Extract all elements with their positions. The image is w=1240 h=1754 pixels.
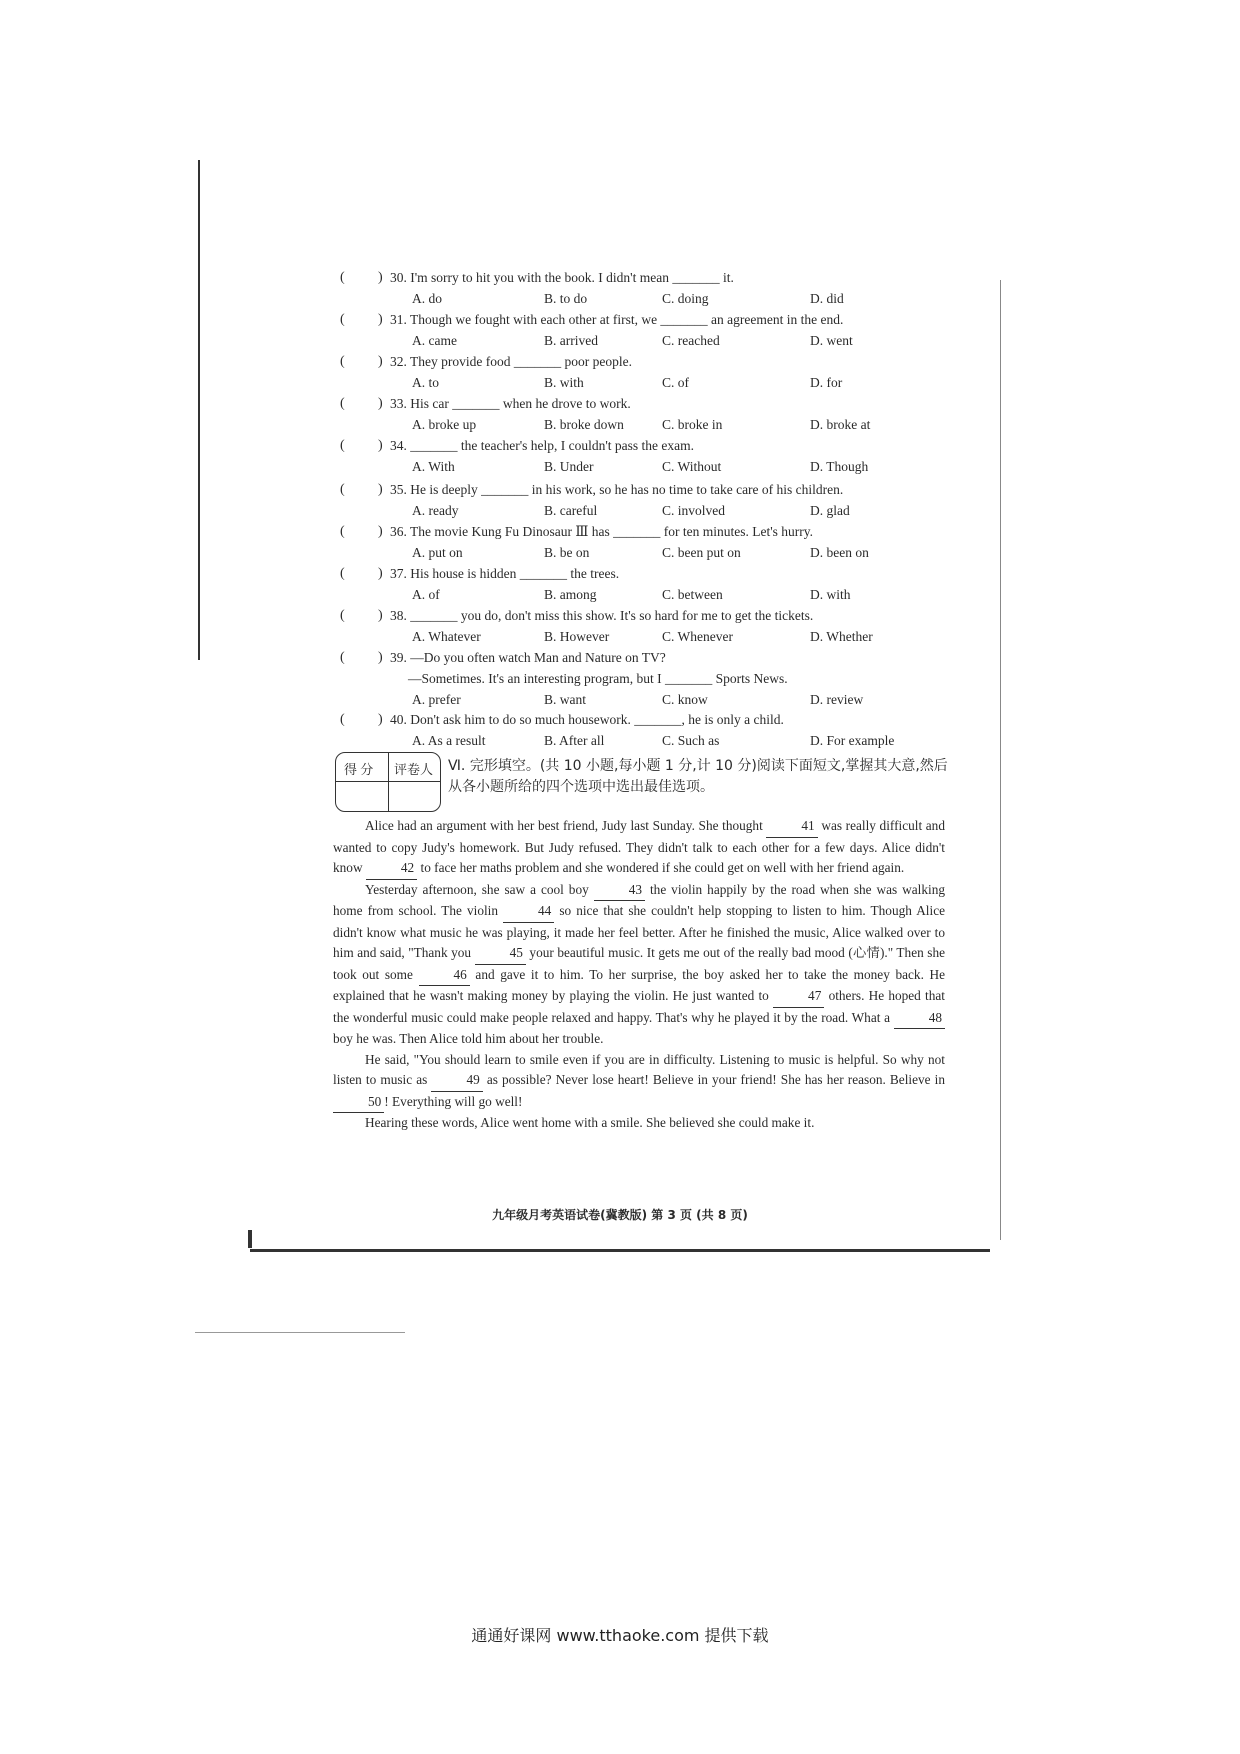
option-c: C. involved bbox=[662, 503, 725, 518]
option-b: B. careful bbox=[544, 503, 598, 518]
option-b: B. among bbox=[544, 587, 597, 602]
option-c: C. Whenever bbox=[662, 629, 733, 644]
blank-number: 48 bbox=[894, 1008, 945, 1030]
passage-paragraph: Hearing these words, Alice went home with a smile. She believed she could make it. bbox=[365, 1115, 815, 1130]
answer-paren-close: ) bbox=[378, 270, 383, 285]
option-c: C. doing bbox=[662, 291, 709, 306]
answer-paren-close: ) bbox=[378, 608, 383, 623]
blank-number: 42 bbox=[366, 858, 417, 880]
answer-paren-open: ( bbox=[340, 608, 345, 623]
option-d: D. for bbox=[810, 375, 843, 390]
blank-number: 43 bbox=[594, 880, 645, 902]
passage-text: so nice that she couldn't help stopping to listen to him. Though Alice didn't know what music he was playing, it made her feel better. After he finished the music, Alice walked over to him and said, "Thank you bbox=[333, 903, 945, 960]
option-c: C. broke in bbox=[662, 417, 723, 432]
option-a: A. put on bbox=[412, 545, 463, 560]
score-label: 得 分 bbox=[344, 762, 374, 777]
option-a: A. do bbox=[412, 291, 442, 306]
passage-text: ! Everything will go well! bbox=[384, 1093, 523, 1109]
question-stem: 35. He is deeply _______ in his work, so he has no time to take care of his children. bbox=[390, 482, 844, 497]
answer-paren-open: ( bbox=[340, 396, 345, 411]
cloze-passage bbox=[333, 816, 945, 1134]
passage-text: as possible? Never lose heart! Believe in your friend! She has her reason. Believe in bbox=[482, 1072, 945, 1087]
passage-paragraph bbox=[333, 816, 945, 880]
option-b: B. However bbox=[544, 629, 610, 644]
answer-paren-open: ( bbox=[340, 566, 345, 581]
option-c: C. Such as bbox=[662, 733, 720, 748]
score-box-divider bbox=[388, 753, 389, 811]
option-c: C. know bbox=[662, 692, 708, 707]
answer-paren-close: ) bbox=[378, 396, 383, 411]
option-b: B. broke down bbox=[544, 417, 624, 432]
option-d: D. For example bbox=[810, 733, 895, 748]
answer-paren-close: ) bbox=[378, 312, 383, 327]
option-c: C. been put on bbox=[662, 545, 741, 560]
answer-paren-close: ) bbox=[378, 650, 383, 665]
answer-paren-open: ( bbox=[340, 524, 345, 539]
answer-paren-close: ) bbox=[378, 524, 383, 539]
scan-right-border bbox=[1000, 280, 1001, 1240]
blank-number: 50 bbox=[333, 1092, 384, 1114]
passage-text: boy he was. Then Alice told him about her trouble. bbox=[333, 1031, 604, 1046]
option-c: C. reached bbox=[662, 333, 720, 348]
answer-paren-open: ( bbox=[340, 712, 345, 727]
page-footer: 九年级月考英语试卷(冀教版) 第 3 页 (共 8 页) bbox=[492, 1208, 748, 1222]
passage-text: the violin happily by the road when she was walking home from school. The violin bbox=[333, 881, 945, 918]
option-a: A. prefer bbox=[412, 692, 461, 707]
option-b: B. want bbox=[544, 692, 586, 707]
passage-text: to face her maths problem and she wondered if she could get on well with her friend again. bbox=[417, 860, 905, 875]
option-d: D. been on bbox=[810, 545, 869, 560]
passage-text: your beautiful music. It gets me out of the really bad mood (心情)." Then she took out some bbox=[333, 945, 945, 982]
option-b: B. Under bbox=[544, 459, 594, 474]
scan-bottom-tick bbox=[248, 1230, 252, 1248]
option-a: A. With bbox=[412, 459, 455, 474]
section-title: Ⅵ. 完形填空。(共 10 小题,每小题 1 分,计 10 分)阅读下面短文,掌握其大意,然后从各小题所给的四个选项中选出最佳选项。 bbox=[448, 758, 948, 795]
passage-text: Yesterday afternoon, she saw a cool boy bbox=[365, 881, 594, 897]
question-stem: 34. _______ the teacher's help, I couldn't pass the exam. bbox=[390, 438, 695, 453]
scan-faint-line bbox=[195, 1332, 405, 1333]
option-a: A. to bbox=[412, 375, 439, 390]
passage-text: and gave it to him. To her surprise, the boy asked her to take the money back. He explained that he wasn't making money by playing the violin. He just wanted to bbox=[333, 966, 945, 1003]
option-d: D. Though bbox=[810, 459, 869, 474]
option-b: B. with bbox=[544, 375, 584, 390]
option-a: A. broke up bbox=[412, 417, 477, 432]
question-stem: 40. Don't ask him to do so much housework. _______, he is only a child. bbox=[390, 712, 784, 727]
option-a: A. Whatever bbox=[412, 629, 481, 644]
answer-paren-close: ) bbox=[378, 354, 383, 369]
blank-number: 47 bbox=[773, 986, 824, 1008]
blank-number: 46 bbox=[419, 965, 470, 987]
question-stem: 30. I'm sorry to hit you with the book. I didn't mean _______ it. bbox=[390, 270, 734, 285]
answer-paren-close: ) bbox=[378, 566, 383, 581]
scan-bottom-border bbox=[250, 1249, 990, 1252]
question-stem: 32. They provide food _______ poor people. bbox=[390, 354, 632, 369]
option-b: B. After all bbox=[544, 733, 605, 748]
option-c: C. Without bbox=[662, 459, 722, 474]
option-d: D. with bbox=[810, 587, 851, 602]
option-d: D. review bbox=[810, 692, 864, 707]
option-d: D. did bbox=[810, 291, 844, 306]
question-stem: 31. Though we fought with each other at first, we _______ an agreement in the end. bbox=[390, 312, 844, 327]
answer-paren-open: ( bbox=[340, 354, 345, 369]
blank-number: 41 bbox=[766, 816, 817, 838]
passage-text: Alice had an argument with her best friend, Judy last Sunday. She thought bbox=[365, 818, 767, 833]
option-b: B. to do bbox=[544, 291, 588, 306]
blank-number: 44 bbox=[503, 901, 554, 923]
option-b: B. arrived bbox=[544, 333, 598, 348]
option-d: D. Whether bbox=[810, 629, 873, 644]
answer-paren-close: ) bbox=[378, 482, 383, 497]
passage-text: He said, "You should learn to smile even if you are in difficulty. Listening to music is helpful. So why not listen to music as bbox=[333, 1051, 945, 1087]
option-d: D. went bbox=[810, 333, 853, 348]
question-stem: 33. His car _______ when he drove to work. bbox=[390, 396, 631, 411]
answer-paren-open: ( bbox=[340, 650, 345, 665]
option-b: B. be on bbox=[544, 545, 590, 560]
passage-text: others. He hoped that the wonderful music could make people relaxed and happy. That's why he played it by the road. What a bbox=[333, 988, 945, 1025]
blank-number: 45 bbox=[475, 943, 526, 965]
option-d: D. broke at bbox=[810, 417, 871, 432]
answer-paren-close: ) bbox=[378, 438, 383, 453]
passage-text: was really difficult and wanted to copy Judy's homework. But Judy refused. They didn't talk to each other for a few days. Alice didn't know bbox=[333, 818, 945, 875]
passage-paragraph bbox=[333, 880, 945, 1050]
question-stem: 39. —Do you often watch Man and Nature on TV? bbox=[390, 650, 666, 665]
question-stem: 37. His house is hidden _______ the trees. bbox=[390, 566, 620, 581]
option-a: A. As a result bbox=[412, 733, 486, 748]
option-a: A. of bbox=[412, 587, 440, 602]
option-c: C. of bbox=[662, 375, 689, 390]
question-stem: 38. _______ you do, don't miss this show. It's so hard for me to get the tickets. bbox=[390, 608, 814, 623]
score-box bbox=[335, 752, 441, 812]
question-stem-reply: —Sometimes. It's an interesting program, but I _______ Sports News. bbox=[408, 671, 788, 686]
download-note: 通通好课网 www.tthaoke.com 提供下载 bbox=[471, 1626, 769, 1645]
option-a: A. came bbox=[412, 333, 457, 348]
answer-paren-open: ( bbox=[340, 482, 345, 497]
question-stem: 36. The movie Kung Fu Dinosaur Ⅲ has _______ for ten minutes. Let's hurry. bbox=[390, 524, 814, 539]
answer-paren-open: ( bbox=[340, 270, 345, 285]
answer-paren-open: ( bbox=[340, 312, 345, 327]
answer-paren-open: ( bbox=[340, 438, 345, 453]
option-a: A. ready bbox=[412, 503, 459, 518]
option-d: D. glad bbox=[810, 503, 850, 518]
blank-number: 49 bbox=[431, 1070, 482, 1092]
passage-paragraph bbox=[333, 1050, 945, 1114]
scan-left-border bbox=[198, 160, 200, 660]
option-c: C. between bbox=[662, 587, 723, 602]
grader-label: 评卷人 bbox=[394, 762, 434, 777]
answer-paren-close: ) bbox=[378, 712, 383, 727]
